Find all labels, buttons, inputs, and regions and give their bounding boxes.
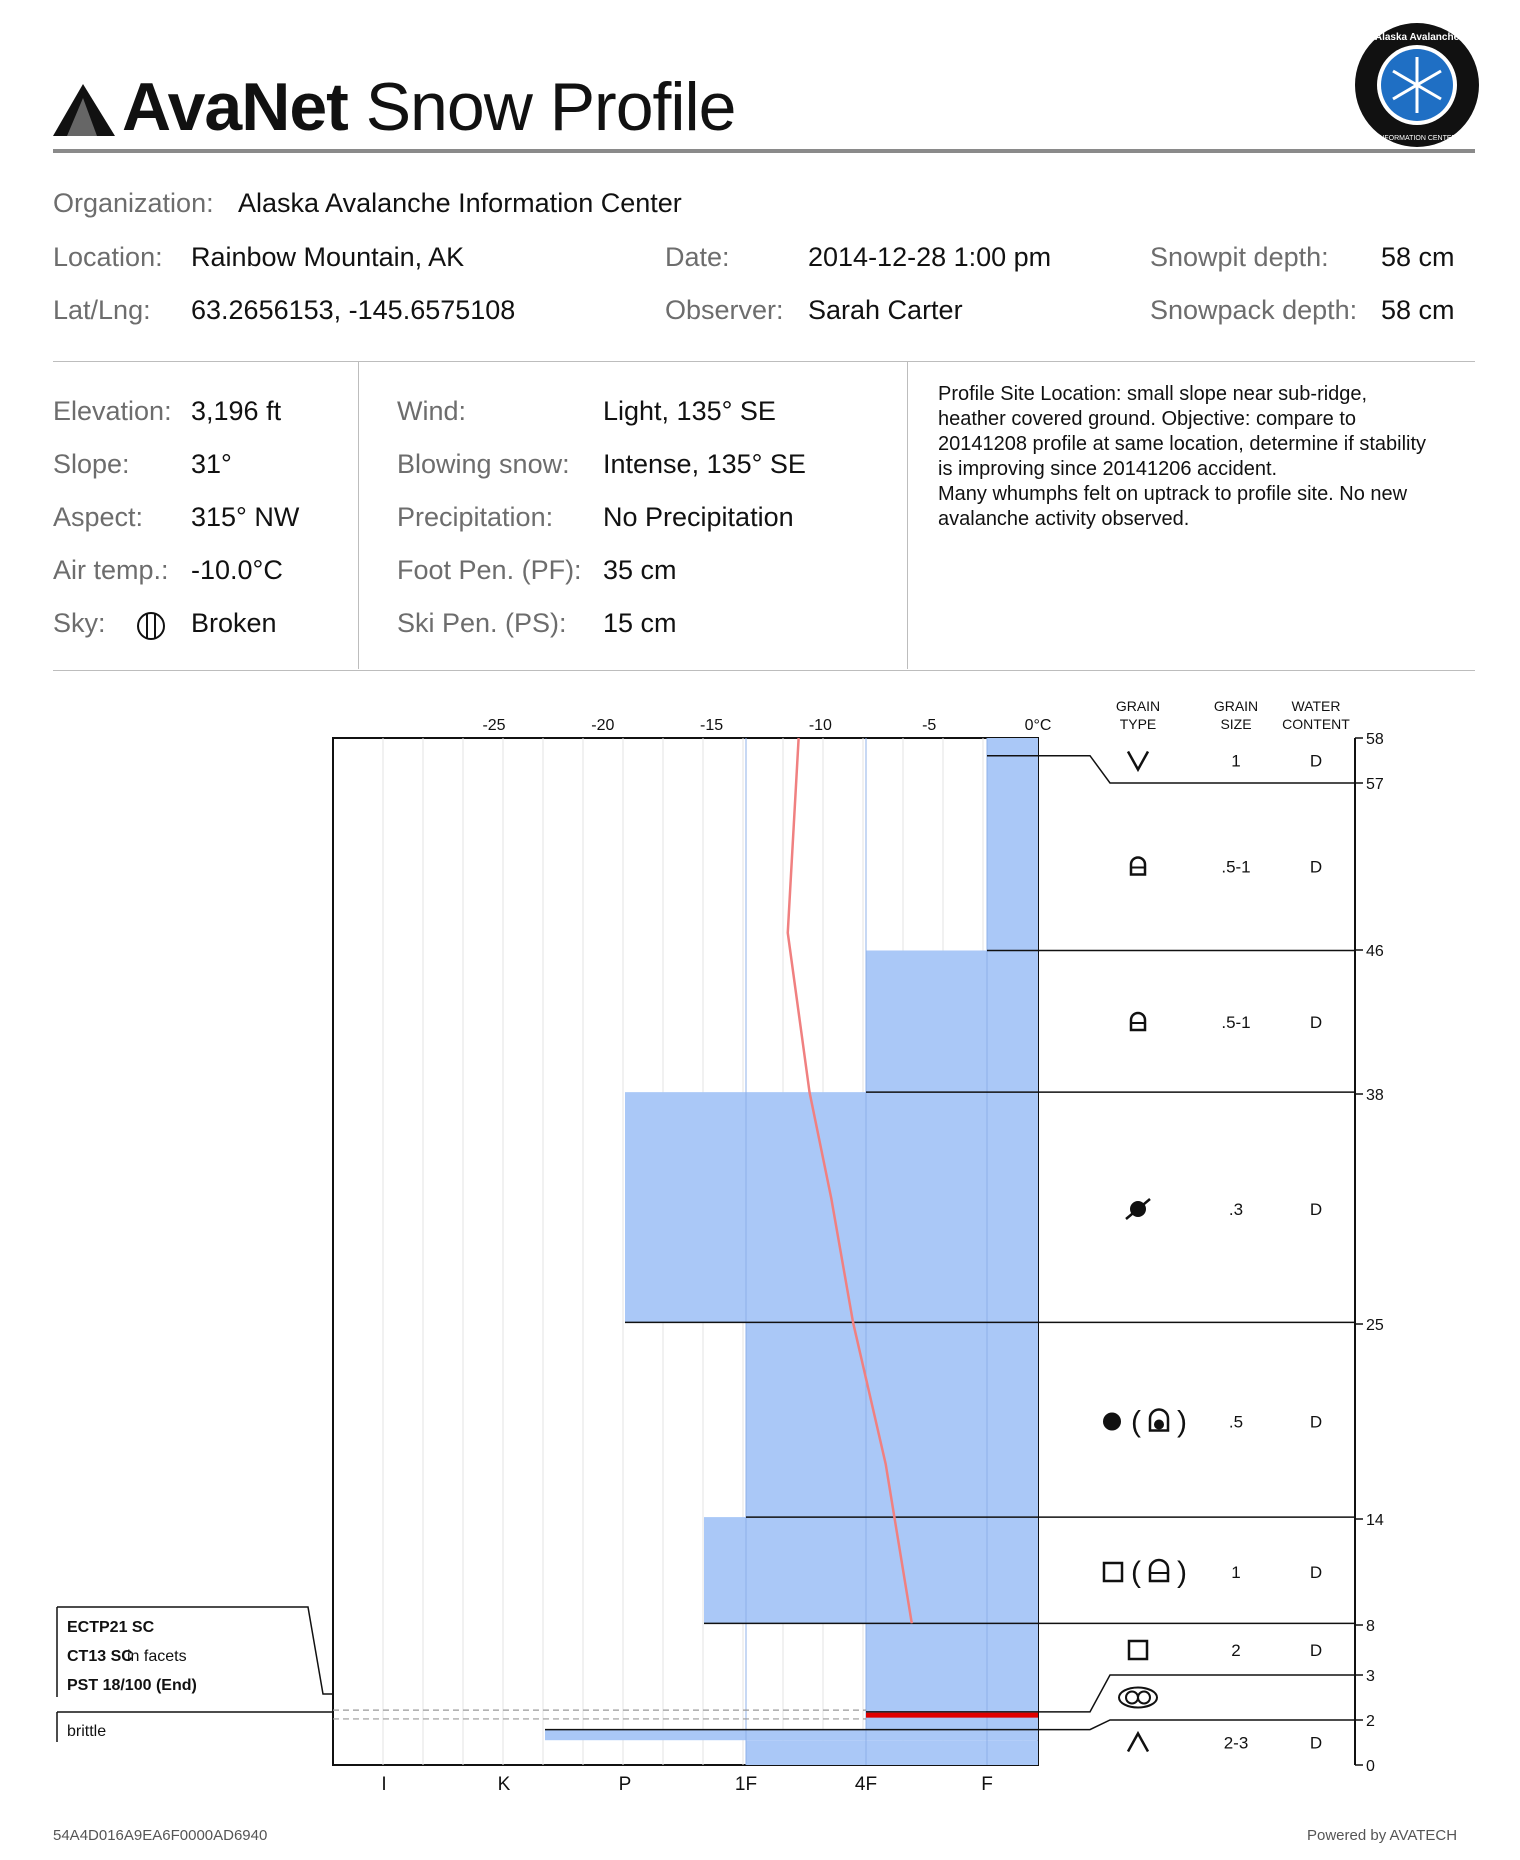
precip-label: Precipitation: (397, 502, 554, 532)
faceted-round-icon (1154, 1420, 1164, 1430)
hardness-tick-label: K (497, 1774, 511, 1795)
temp-tick-label: -5 (922, 717, 937, 734)
grain-size: .5-1 (1221, 857, 1251, 877)
grain-size: .3 (1228, 1200, 1244, 1219)
water-content: D (1309, 1733, 1323, 1753)
hardness-bar (704, 1517, 1038, 1623)
hardness-tick-label: F (981, 1774, 993, 1795)
melt-freeze-icon (1126, 1692, 1138, 1704)
organization-label: Organization: (53, 188, 214, 218)
hardness-bar (987, 738, 1038, 756)
water-content: D (1309, 1412, 1323, 1432)
hardness-tick-label: 4F (854, 1774, 878, 1795)
title-bold: AvaNet (122, 69, 348, 145)
grain-size: 2-3 (1223, 1733, 1249, 1753)
slope-value: 31° (191, 449, 232, 479)
height-tick-label: 58 (1366, 731, 1384, 748)
foot-pen-value: 35 cm (603, 555, 677, 585)
test-result: ECTP21 SC (67, 1619, 155, 1636)
water-content: D (1309, 1641, 1323, 1660)
powered-by: Powered by AVATECH (1307, 1827, 1458, 1844)
water-content: D (1309, 1200, 1323, 1219)
ski-pen-value: 15 cm (603, 608, 677, 638)
table-header: TYPE (1119, 716, 1157, 732)
layer-comment: brittle (67, 1723, 107, 1740)
temp-tick-label: -15 (700, 717, 724, 734)
badge-text-bottom: INFORMATION CENTER (1377, 135, 1457, 142)
sky-value: Broken (191, 608, 277, 638)
profile-id: 54A4D016A9EA6F0000AD6940 (53, 1827, 268, 1844)
observer-label: Observer: (665, 295, 784, 325)
snowpit-label: Snowpit depth: (1150, 242, 1329, 272)
hardness-bar (987, 756, 1038, 951)
airtemp-label: Air temp.: (53, 555, 169, 585)
precip-value: No Precipitation (603, 502, 794, 532)
test-result: PST 18/100 (End) (67, 1677, 197, 1694)
divider-top (53, 361, 1475, 362)
hardness-bar (545, 1730, 1038, 1741)
grain-size: 1 (1231, 1563, 1241, 1582)
snowpack-value: 58 cm (1381, 295, 1455, 325)
avanet-logo-icon (53, 84, 117, 136)
ski-pen-label: Ski Pen. (PS): (397, 608, 567, 638)
snowpit-value: 58 cm (1381, 242, 1455, 272)
latlng-label: Lat/Lng: (53, 295, 151, 325)
height-tick-label: 14 (1366, 1512, 1384, 1529)
water-content: D (1309, 857, 1323, 877)
aaic-badge-logo (1354, 22, 1480, 148)
sky-broken-icon (136, 611, 166, 641)
test-result: CT13 SC (67, 1648, 133, 1665)
profile-notes: Profile Site Location: small slope near sub-ridge, heather covered ground. Objective: compare to 20141208 profile at same location, determine if stability is improving since 20141206 accident. Many whumphs felt on uptrack to profile site. No new avalanche activity observed. (938, 383, 1427, 530)
location-label: Location: (53, 242, 163, 272)
temp-tick-label: -20 (591, 717, 615, 734)
height-tick-label: 25 (1366, 1317, 1384, 1334)
divider-vertical-1 (358, 362, 359, 669)
latlng-value: 63.2656153, -145.6575108 (191, 295, 516, 325)
hardness-bar (625, 1092, 1038, 1322)
rounds-icon (1103, 1413, 1121, 1431)
page-title (122, 68, 735, 146)
blowing-value: Intense, 135° SE (603, 449, 806, 479)
rounded-facet-icon (1131, 858, 1145, 875)
height-tick-label: 2 (1366, 1713, 1375, 1730)
failure-layer (866, 1713, 1038, 1718)
grain-size: .5 (1228, 1412, 1244, 1432)
rounded-facet-icon (1131, 1013, 1145, 1030)
blowing-label: Blowing snow: (397, 449, 570, 479)
height-tick-label: 57 (1366, 776, 1384, 793)
table-header: CONTENT (1282, 716, 1350, 732)
temp-tick-label: -25 (482, 717, 506, 734)
height-tick-label: 46 (1366, 943, 1384, 960)
water-content: D (1309, 1013, 1323, 1032)
water-content: D (1309, 751, 1323, 771)
precip-particle-icon (1128, 752, 1148, 770)
hardness-bar (866, 950, 1038, 1092)
table-header: SIZE (1220, 716, 1252, 732)
paren-icon: ) (1177, 1556, 1187, 1589)
rounded-facet-icon (1150, 1560, 1168, 1581)
grain-size: .5-1 (1221, 1013, 1251, 1032)
water-content: D (1309, 1563, 1323, 1582)
organization-value: Alaska Avalanche Information Center (238, 188, 682, 218)
aspect-value: 315° NW (191, 502, 300, 532)
airtemp-value: -10.0°C (191, 555, 283, 585)
date-value: 2014-12-28 1:00 pm (808, 242, 1052, 272)
melt-freeze-icon (1138, 1692, 1150, 1704)
height-tick-label: 8 (1366, 1618, 1375, 1635)
observer-value: Sarah Carter (808, 295, 963, 325)
title-light: Snow Profile (365, 69, 736, 145)
facets-icon (1129, 1641, 1147, 1659)
foot-pen-label: Foot Pen. (PF): (397, 555, 582, 585)
paren-icon: ) (1177, 1405, 1187, 1439)
grain-size: 1 (1231, 751, 1241, 771)
depth-hoar-icon (1128, 1734, 1148, 1752)
row-connector (1055, 1720, 1355, 1730)
row-connector (1055, 1675, 1355, 1712)
badge-text-top: Alaska Avalanche (1374, 32, 1460, 43)
height-tick-label: 0 (1366, 1758, 1375, 1775)
height-tick-label: 38 (1366, 1087, 1384, 1104)
facets-icon (1104, 1563, 1122, 1581)
hardness-tick-label: 1F (734, 1774, 758, 1795)
test-result-note: in facets (127, 1648, 187, 1665)
table-header: WATER (1291, 698, 1341, 714)
hardness-bar (746, 1740, 1038, 1765)
aspect-label: Aspect: (53, 502, 144, 532)
location-value: Rainbow Mountain, AK (191, 242, 465, 272)
temp-tick-label: 0°C (1024, 717, 1052, 734)
snowpack-label: Snowpack depth: (1150, 295, 1358, 325)
snow-profile-chart (0, 680, 1520, 1820)
wind-value: Light, 135° SE (603, 396, 776, 426)
paren-icon: ( (1131, 1556, 1141, 1589)
hardness-bar (866, 1623, 1038, 1712)
elevation-label: Elevation: (53, 396, 172, 426)
header-rule (53, 149, 1475, 153)
hardness-bar (746, 1322, 1038, 1517)
table-header: GRAIN (1115, 698, 1161, 714)
hardness-tick-label: I (381, 1774, 387, 1795)
grain-size: 2 (1231, 1641, 1241, 1660)
wind-label: Wind: (397, 396, 467, 426)
date-label: Date: (665, 242, 730, 272)
divider-vertical-2 (907, 362, 908, 669)
paren-icon: ( (1131, 1405, 1141, 1439)
sky-label: Sky: (53, 608, 106, 638)
divider-bottom (53, 670, 1475, 671)
elevation-value: 3,196 ft (191, 396, 282, 426)
temp-tick-label: -10 (808, 717, 832, 734)
table-header: GRAIN (1213, 698, 1259, 714)
slope-label: Slope: (53, 449, 130, 479)
height-tick-label: 3 (1366, 1668, 1375, 1685)
hardness-tick-label: P (618, 1774, 632, 1795)
